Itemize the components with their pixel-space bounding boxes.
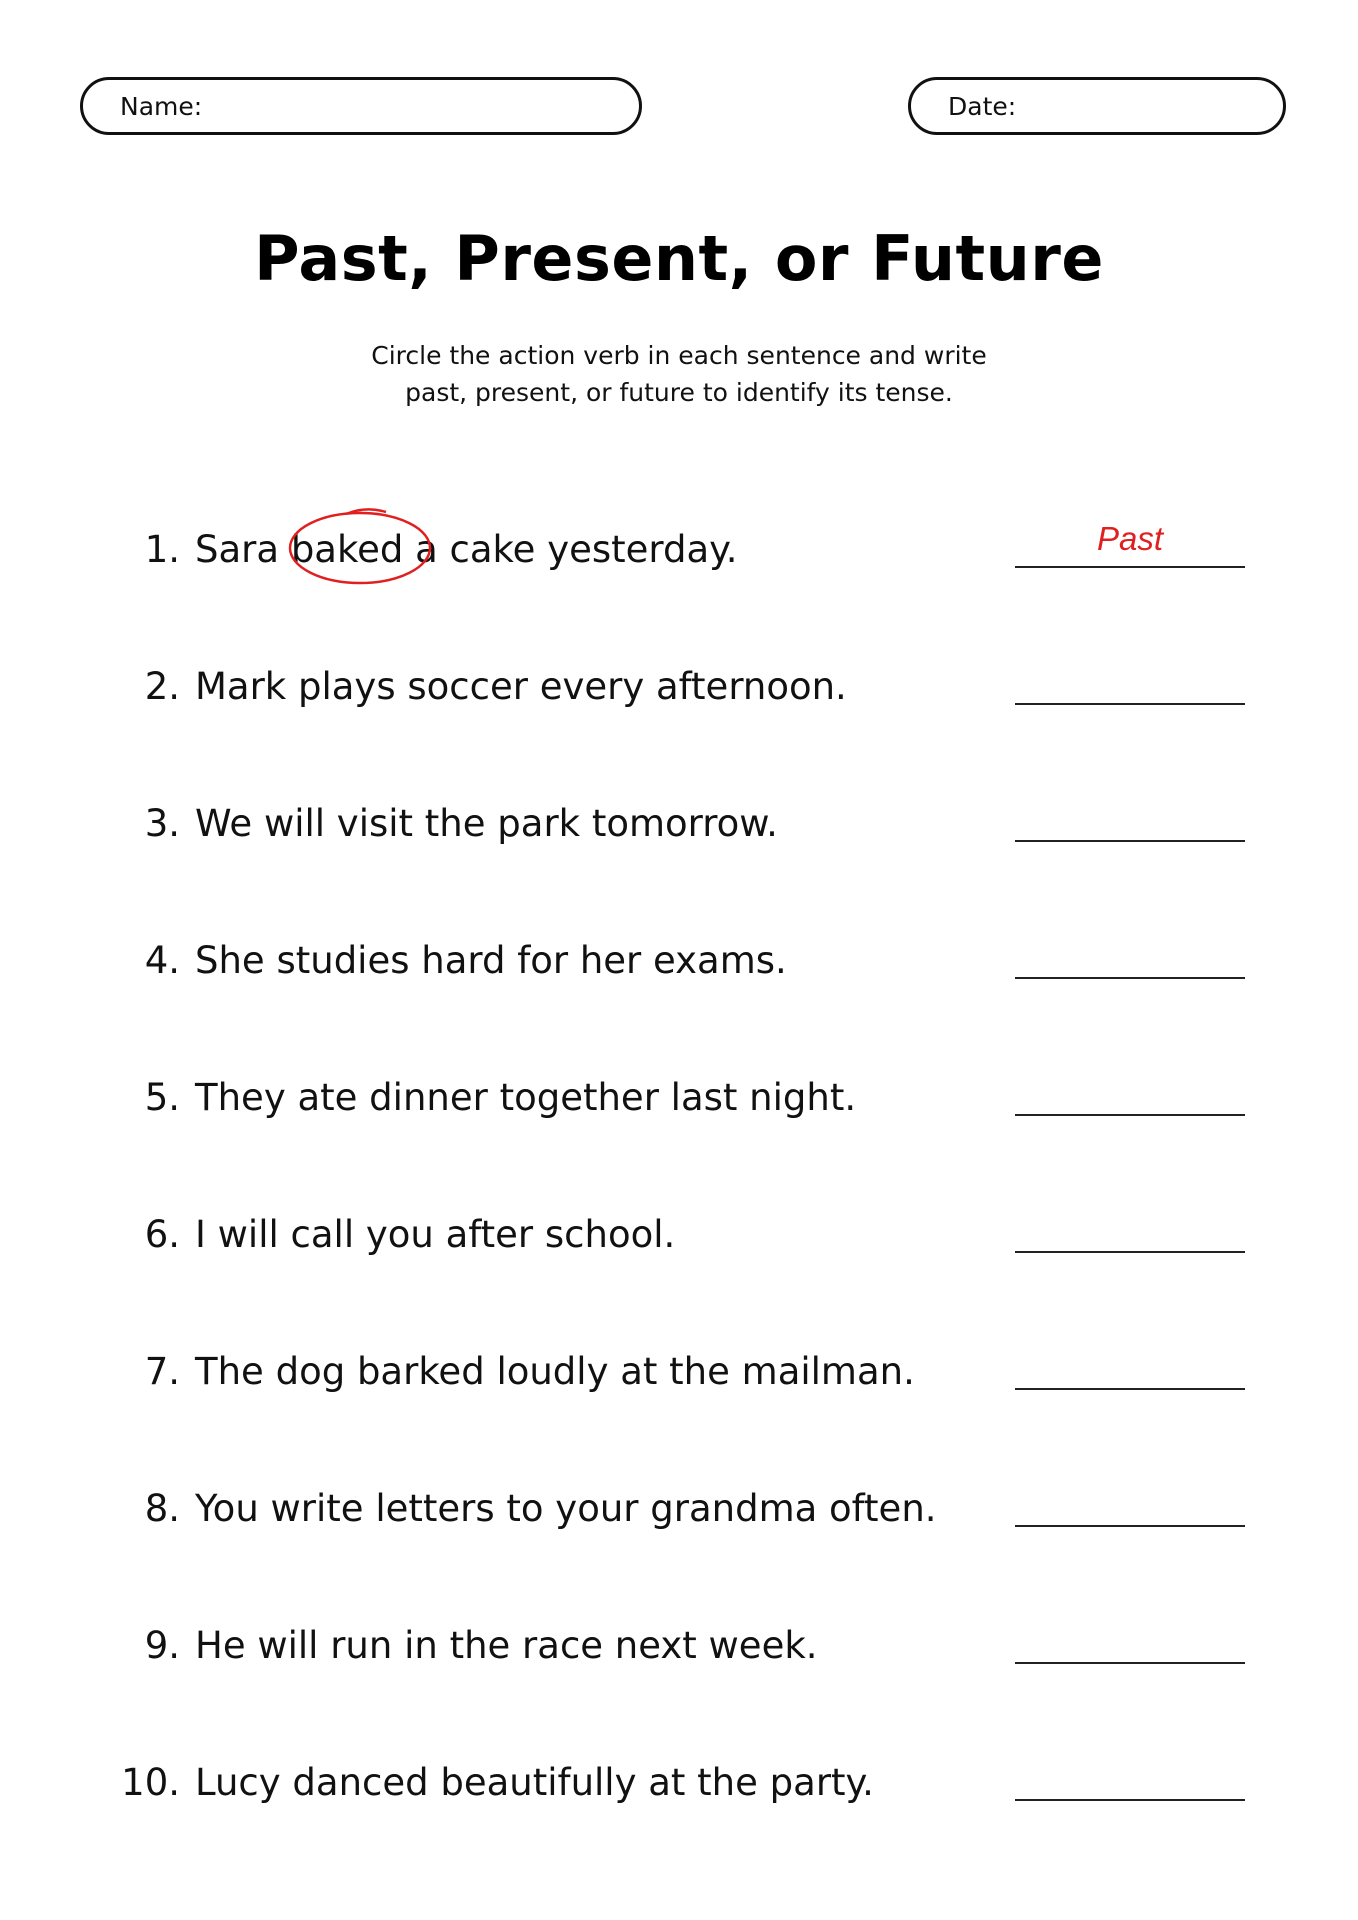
answer-line[interactable] [1015, 703, 1245, 705]
name-field[interactable] [80, 77, 642, 135]
name-label: Name: [120, 92, 203, 121]
question-text: She studies hard for her exams. [195, 939, 787, 982]
question-number: 9. [144, 1624, 180, 1667]
question-number: 10. [121, 1761, 180, 1804]
instructions-line-1: Circle the action verb in each sentence and write [371, 341, 987, 370]
instructions [0, 337, 1358, 411]
question-number: 4. [144, 939, 180, 982]
question-number: 7. [144, 1350, 180, 1393]
answer-line[interactable] [1015, 1525, 1245, 1527]
answer-line[interactable] [1015, 840, 1245, 842]
answer-line[interactable] [1015, 1662, 1245, 1664]
page-title: Past, Present, or Future [254, 222, 1104, 295]
question-text: I will call you after school. [195, 1213, 676, 1256]
question-number: 5. [144, 1076, 180, 1119]
date-field[interactable] [908, 77, 1286, 135]
question-text: He will run in the race next week. [195, 1624, 818, 1667]
answer-line[interactable] [1015, 1251, 1245, 1253]
answer-line[interactable] [1015, 977, 1245, 979]
question-text: Lucy danced beautifully at the party. [195, 1761, 874, 1804]
question-number: 2. [144, 665, 180, 708]
answer-line[interactable] [1015, 1388, 1245, 1390]
question-text: Mark plays soccer every afternoon. [195, 665, 847, 708]
question-number: 1. [144, 528, 180, 571]
question-number: 3. [144, 802, 180, 845]
question-text-after: a cake yesterday. [403, 528, 738, 571]
question-text: You write letters to your grandma often. [195, 1487, 937, 1530]
answer-text: Past [1096, 520, 1164, 557]
question-text: They ate dinner together last night. [195, 1076, 857, 1119]
question-text: We will visit the park tomorrow. [195, 802, 778, 845]
verb-circle-mark [286, 508, 436, 588]
answer-line[interactable] [1015, 1114, 1245, 1116]
question-number: 6. [144, 1213, 180, 1256]
circled-verb: baked [290, 528, 404, 571]
instructions-line-2: past, present, or future to identify its tense. [405, 378, 953, 407]
answer-line[interactable] [1015, 566, 1245, 568]
question-number: 8. [144, 1487, 180, 1530]
question-text-before: Sara [195, 528, 291, 571]
answer-line[interactable] [1015, 1799, 1245, 1801]
question-text [195, 528, 738, 572]
date-label: Date: [948, 92, 1017, 121]
question-text: The dog barked loudly at the mailman. [195, 1350, 915, 1393]
